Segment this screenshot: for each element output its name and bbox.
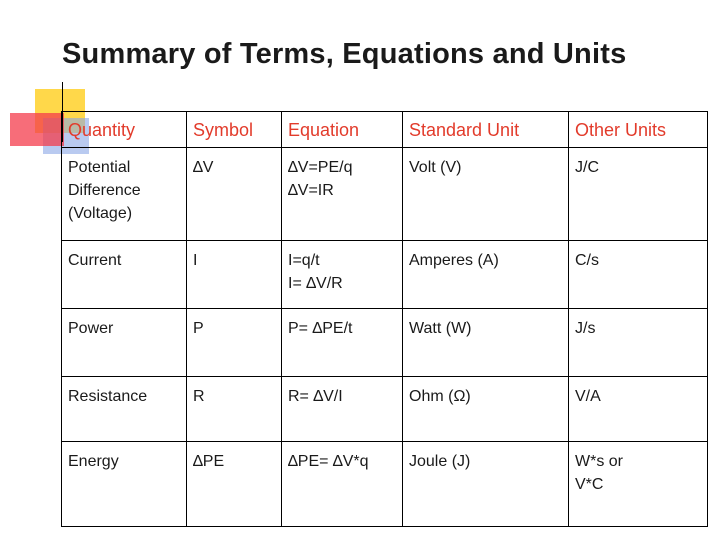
symbol-cell <box>187 376 282 442</box>
quantity-cell <box>62 442 187 527</box>
equation-cell <box>282 376 403 442</box>
symbol-cell <box>187 148 282 241</box>
table-header-row <box>62 112 708 148</box>
cell-text: J/C <box>575 159 599 176</box>
table-row <box>62 308 708 376</box>
other-units-cell <box>569 148 708 241</box>
other-units-cell <box>569 241 708 309</box>
cell-text: I= ∆V/R <box>288 275 343 293</box>
cell-text: Energy <box>68 453 119 471</box>
equation-cell <box>282 442 403 527</box>
cell-text: P <box>193 319 204 337</box>
equation-cell <box>282 241 403 309</box>
cell-text: Joule (J) <box>409 453 471 471</box>
standard-unit-cell <box>403 308 569 376</box>
equation-cell <box>282 308 403 376</box>
equation-cell <box>282 148 403 241</box>
cell-text: Potential <box>68 159 131 176</box>
cell-text: R= ∆V/I <box>288 387 343 405</box>
quantity-cell <box>62 308 187 376</box>
standard-unit-cell <box>403 148 569 241</box>
cell-text: R <box>193 387 205 405</box>
cell-text: (Voltage) <box>68 205 133 222</box>
cell-text: ∆PE= ∆V*q <box>288 453 369 471</box>
other-units-cell <box>569 308 708 376</box>
header-other-units: Other Units <box>569 112 708 148</box>
cell-text: ∆V=PE/q <box>288 159 353 176</box>
cell-text: Amperes (A) <box>409 252 499 270</box>
cell-text: Resistance <box>68 387 148 405</box>
cell-text: Ohm (Ω) <box>409 387 471 405</box>
cell-text: I=q/t <box>288 252 320 270</box>
standard-unit-cell <box>403 241 569 309</box>
slide-title: Summary of Terms, Equations and Units <box>62 38 627 70</box>
table-row <box>62 241 708 309</box>
cell-text: C/s <box>575 252 599 270</box>
cell-text: ∆V=IR <box>288 182 334 199</box>
symbol-cell <box>187 442 282 527</box>
quantity-cell <box>62 376 187 442</box>
cell-text: I <box>193 252 198 270</box>
header-symbol: Symbol <box>187 112 282 148</box>
other-units-cell <box>569 442 708 527</box>
decorative-red-bar <box>10 113 64 146</box>
table-row <box>62 442 708 527</box>
cell-text: Volt (V) <box>409 159 462 176</box>
cell-text: W*s or <box>575 453 623 471</box>
cell-text: Power <box>68 319 114 337</box>
table-row <box>62 376 708 442</box>
standard-unit-cell <box>403 376 569 442</box>
symbol-cell <box>187 308 282 376</box>
quantity-cell <box>62 241 187 309</box>
header-standard-unit: Standard Unit <box>403 112 569 148</box>
cell-text: Difference <box>68 182 141 199</box>
header-quantity: Quantity <box>62 112 187 148</box>
cell-text: P= ∆PE/t <box>288 319 353 337</box>
header-equation: Equation <box>282 112 403 148</box>
cell-text: ∆V <box>193 159 214 176</box>
standard-unit-cell <box>403 442 569 527</box>
summary-table <box>61 111 708 527</box>
other-units-cell <box>569 376 708 442</box>
cell-text: V/A <box>575 387 601 405</box>
cell-text: Current <box>68 252 122 270</box>
cell-text: ∆PE <box>193 453 225 471</box>
cell-text: V*C <box>575 476 604 494</box>
cell-text: Watt (W) <box>409 319 472 337</box>
symbol-cell <box>187 241 282 309</box>
cell-text: J/s <box>575 319 596 337</box>
quantity-cell <box>62 148 187 241</box>
table-row <box>62 148 708 241</box>
